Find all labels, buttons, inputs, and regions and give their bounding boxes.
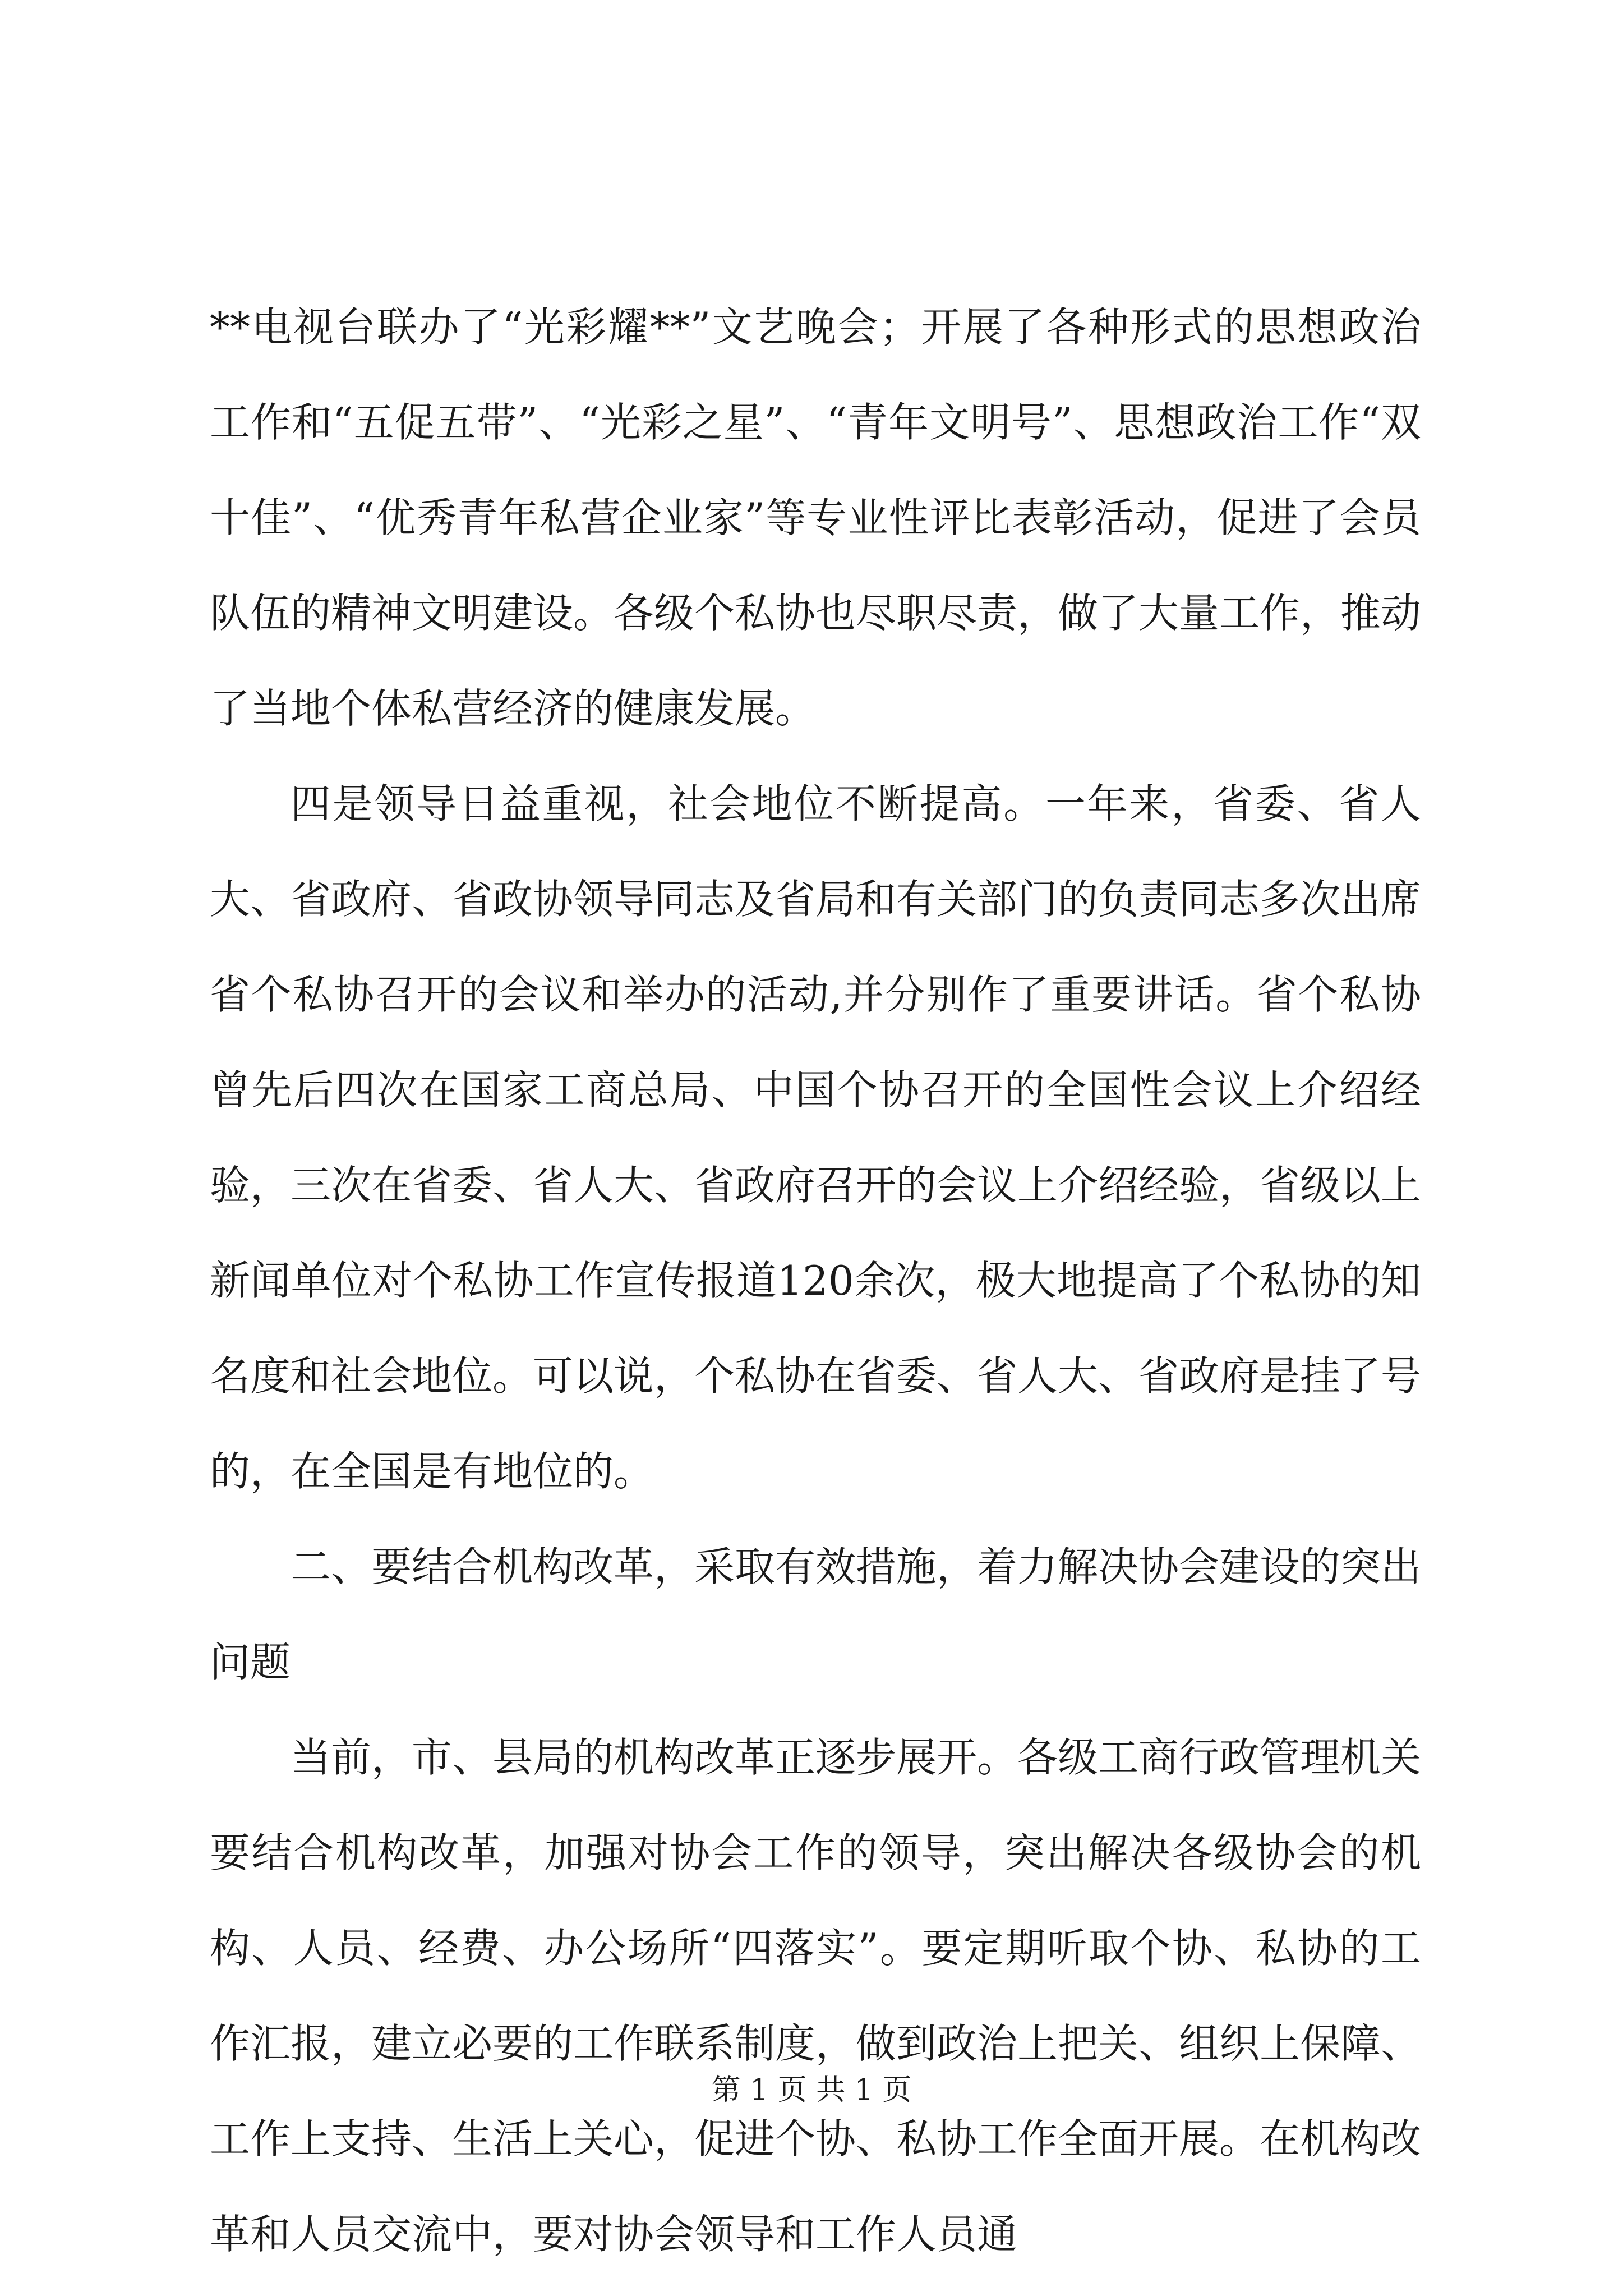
page-number-footer: 第 1 页 共 1 页 (711, 2073, 912, 2107)
section-heading: 二、要结合机构改革，采取有效措施，着力解决协会建设的突出问题 (210, 1543, 1422, 1686)
document-body (210, 279, 1421, 2282)
paragraph-leadership: 四是领导日益重视，社会地位不断提高。一年来，省委、省人大、省政府、省政协领导同志及省局和有关部门的负责同志多次出席省个私协召开的会议和举办的活动,并分别作了重要讲话。省个私协曾先后四次在国家工商总局、中国个协召开的全国性会议上介绍经验，三次在省委、省人大、省政府召开的会议上介绍经验，省级以上新闻单位对个私协工作宣传报道120余次，极大地提高了个私协的知名度和社会地位。可以说，个私协在省委、省人大、省政府是挂了号的，在全国是有地位的。 (210, 780, 1422, 1495)
paragraph-continuation: **电视台联办了“光彩耀**”文艺晚会；开展了各种形式的思想政治工作和“五促五带”、“光彩之星”、“青年文明号”、思想政治工作“双十佳”、“优秀青年私营企业家”等专业性评比表彰活动，促进了会员队伍的精神文明建设。各级个私协也尽职尽责，做了大量工作，推动了当地个体私营经济的健康发展。 (210, 303, 1422, 732)
paragraph-reform: 当前，市、县局的机构改革正逐步展开。各级工商行政管理机关要结合机构改革，加强对协会工作的领导，突出解决各级协会的机构、人员、经费、办公场所“四落实”。要定期听取个协、私协的工作汇报，建立必要的工作联系制度，做到政治上把关、组织上保障、工作上支持、生活上关心，促进个协、私协工作全面开展。在机构改革和人员交流中，要对协会领导和工作人员通 (210, 1734, 1422, 2258)
